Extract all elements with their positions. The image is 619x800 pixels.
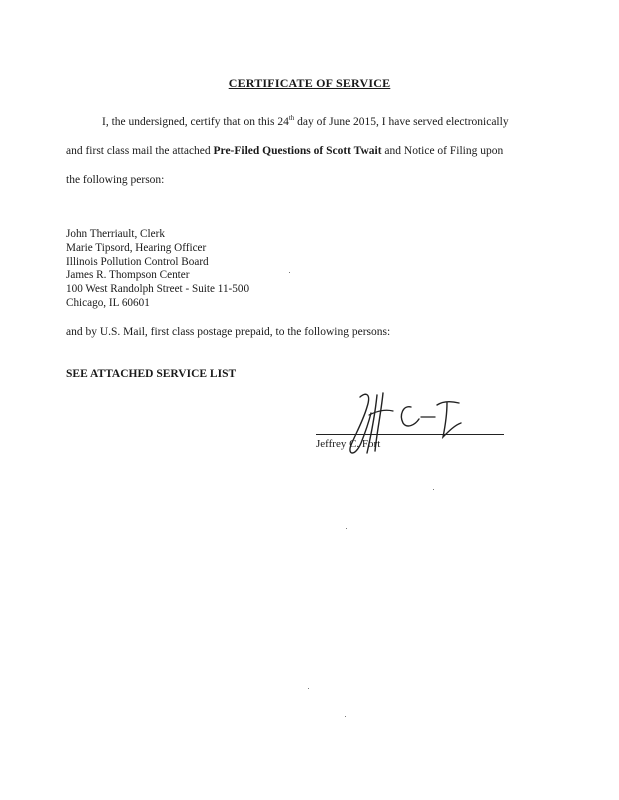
- scan-speck: [289, 272, 290, 273]
- scan-speck: [345, 716, 346, 717]
- certification-line-1: [102, 116, 509, 128]
- certification-line-1-start: I, the undersigned, certify that on this 24: [102, 116, 289, 128]
- scan-speck: [346, 528, 347, 529]
- certification-line-1-end: day of June 2015, I have served electronically: [294, 116, 509, 128]
- address-line-4: James R. Thompson Center: [66, 269, 190, 282]
- address-line-5: 100 West Randolph Street - Suite 11-500: [66, 283, 250, 296]
- signer-name: Jeffrey C. Fort: [316, 438, 381, 450]
- signature-line: [316, 434, 504, 435]
- address-line-1: John Therriault, Clerk: [66, 228, 165, 240]
- scan-speck: [433, 489, 434, 490]
- service-list-heading: SEE ATTACHED SERVICE LIST: [66, 368, 237, 380]
- address-line-2: Marie Tipsord, Hearing Officer: [66, 241, 207, 254]
- certification-line-2-end: and Notice of Filing upon: [381, 145, 504, 157]
- scan-speck: [308, 688, 309, 689]
- certification-line-2: [66, 145, 503, 157]
- recipient-address-block: [66, 228, 249, 311]
- certification-line-3: the following person:: [66, 174, 165, 186]
- mail-service-line: and by U.S. Mail, first class postage prepaid, to the following persons:: [66, 326, 391, 338]
- certification-line-2-start: and first class mail the attached: [66, 145, 214, 157]
- document-title: CERTIFICATE OF SERVICE: [228, 76, 391, 90]
- filed-document-name: Pre-Filed Questions of Scott Twait: [213, 145, 382, 157]
- ordinal-suffix: th: [288, 114, 295, 123]
- address-line-3: Illinois Pollution Control Board: [66, 255, 209, 268]
- address-line-6: Chicago, IL 60601: [66, 296, 150, 309]
